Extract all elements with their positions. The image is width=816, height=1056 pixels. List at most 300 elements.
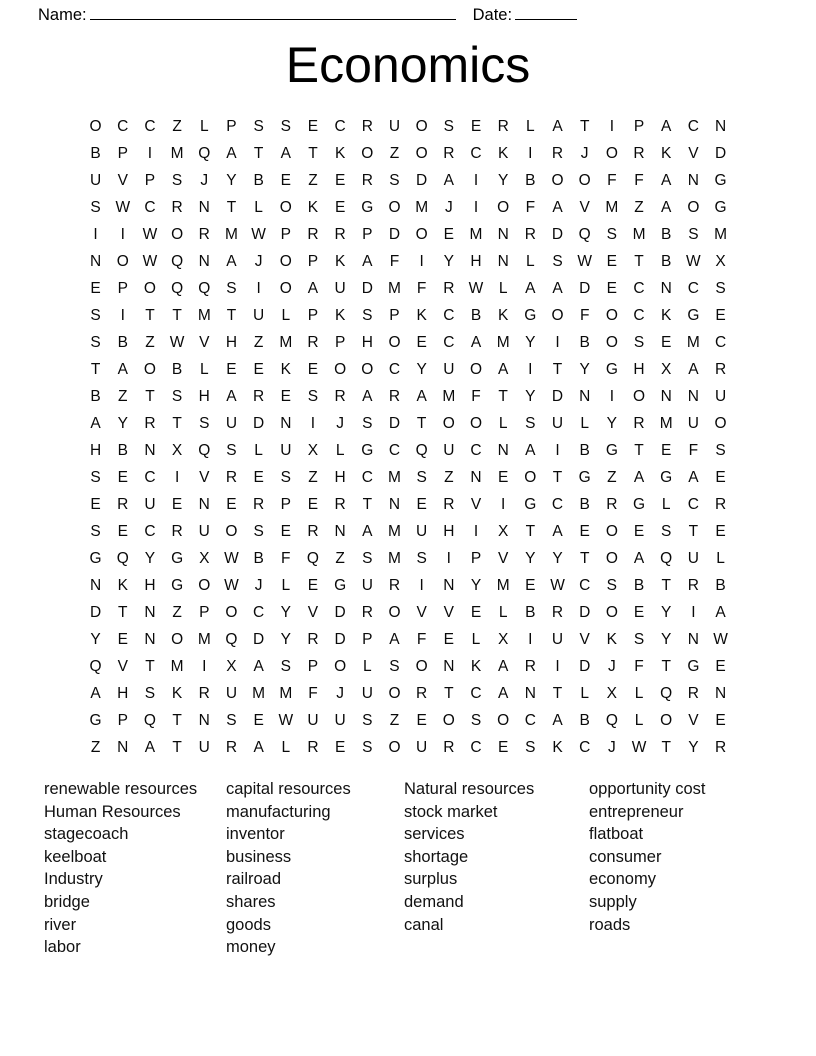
- grid-cell[interactable]: D: [579, 280, 591, 297]
- grid-cell[interactable]: A: [226, 145, 237, 162]
- grid-cell[interactable]: P: [307, 307, 319, 324]
- grid-cell[interactable]: Y: [90, 631, 101, 648]
- grid-cell[interactable]: P: [280, 496, 291, 513]
- grid-cell[interactable]: H: [334, 469, 346, 486]
- grid-cell[interactable]: L: [498, 604, 508, 621]
- grid-cell[interactable]: H: [117, 685, 129, 702]
- grid-cell[interactable]: A: [661, 199, 672, 216]
- grid-cell[interactable]: J: [336, 415, 344, 432]
- grid-cell[interactable]: T: [145, 388, 155, 405]
- grid-cell[interactable]: F: [389, 253, 400, 270]
- grid-cell[interactable]: E: [334, 199, 346, 216]
- grid-cell[interactable]: R: [443, 496, 455, 513]
- grid-cell[interactable]: U: [551, 631, 564, 648]
- grid-cell[interactable]: K: [497, 307, 509, 324]
- grid-cell[interactable]: E: [715, 712, 726, 729]
- grid-cell[interactable]: Y: [443, 253, 454, 270]
- grid-cell[interactable]: I: [120, 307, 125, 324]
- grid-cell[interactable]: A: [525, 442, 536, 459]
- grid-cell[interactable]: U: [361, 685, 373, 702]
- grid-cell[interactable]: K: [171, 685, 183, 702]
- grid-cell[interactable]: Q: [171, 253, 184, 270]
- grid-cell[interactable]: S: [688, 226, 699, 243]
- grid-cell[interactable]: E: [307, 118, 319, 135]
- grid-cell[interactable]: S: [606, 226, 618, 243]
- grid-cell[interactable]: M: [714, 226, 727, 243]
- grid-cell[interactable]: S: [90, 334, 101, 351]
- grid-cell[interactable]: O: [469, 361, 483, 378]
- grid-cell[interactable]: A: [280, 145, 291, 162]
- grid-cell[interactable]: K: [661, 145, 672, 162]
- grid-cell[interactable]: A: [90, 415, 101, 432]
- grid-cell[interactable]: S: [633, 631, 645, 648]
- grid-cell[interactable]: O: [605, 334, 618, 351]
- grid-cell[interactable]: S: [416, 550, 427, 567]
- grid-cell[interactable]: O: [388, 334, 401, 351]
- grid-cell[interactable]: Z: [389, 712, 400, 729]
- grid-cell[interactable]: G: [687, 307, 700, 324]
- grid-cell[interactable]: R: [334, 496, 346, 513]
- grid-cell[interactable]: C: [443, 307, 455, 324]
- grid-cell[interactable]: C: [687, 496, 699, 513]
- grid-cell[interactable]: O: [442, 712, 455, 729]
- grid-cell[interactable]: R: [687, 577, 699, 594]
- grid-cell[interactable]: Y: [525, 334, 536, 351]
- grid-cell[interactable]: S: [661, 523, 672, 540]
- grid-cell[interactable]: T: [416, 415, 427, 432]
- grid-cell[interactable]: T: [253, 145, 264, 162]
- grid-cell[interactable]: I: [147, 145, 153, 162]
- grid-cell[interactable]: U: [687, 550, 699, 567]
- grid-cell[interactable]: E: [443, 226, 454, 243]
- word-list-item[interactable]: canal: [404, 915, 444, 934]
- name-input-rule[interactable]: [90, 7, 456, 20]
- grid-cell[interactable]: A: [416, 388, 427, 405]
- grid-cell[interactable]: T: [118, 604, 128, 621]
- grid-cell[interactable]: E: [90, 280, 101, 297]
- grid-cell[interactable]: R: [307, 631, 319, 648]
- grid-cell[interactable]: I: [501, 496, 506, 513]
- grid-cell[interactable]: D: [361, 280, 373, 297]
- grid-cell[interactable]: S: [90, 199, 101, 216]
- grid-cell[interactable]: C: [144, 523, 156, 540]
- grid-cell[interactable]: B: [715, 577, 726, 594]
- grid-cell[interactable]: A: [443, 172, 454, 189]
- grid-cell[interactable]: D: [253, 631, 265, 648]
- grid-cell[interactable]: H: [198, 388, 210, 405]
- grid-cell[interactable]: P: [307, 658, 319, 675]
- grid-cell[interactable]: K: [661, 307, 672, 324]
- grid-cell[interactable]: S: [90, 307, 101, 324]
- grid-cell[interactable]: A: [362, 523, 373, 540]
- grid-cell[interactable]: S: [226, 280, 237, 297]
- grid-cell[interactable]: A: [715, 604, 726, 621]
- grid-cell[interactable]: U: [225, 415, 238, 432]
- grid-cell[interactable]: E: [90, 496, 101, 513]
- grid-cell[interactable]: X: [715, 253, 726, 270]
- grid-cell[interactable]: N: [714, 118, 727, 135]
- grid-cell[interactable]: I: [446, 550, 451, 567]
- date-input-rule[interactable]: [515, 7, 577, 20]
- grid-cell[interactable]: H: [470, 253, 482, 270]
- grid-cell[interactable]: G: [605, 361, 618, 378]
- grid-cell[interactable]: U: [198, 739, 210, 756]
- grid-cell[interactable]: N: [198, 712, 210, 729]
- grid-cell[interactable]: N: [198, 496, 210, 513]
- grid-cell[interactable]: E: [633, 523, 645, 540]
- grid-cell[interactable]: T: [226, 307, 237, 324]
- grid-cell[interactable]: P: [199, 604, 210, 621]
- word-list-item[interactable]: bridge: [44, 892, 90, 911]
- grid-cell[interactable]: R: [443, 280, 455, 297]
- grid-cell[interactable]: O: [605, 550, 618, 567]
- grid-cell[interactable]: Q: [578, 226, 591, 243]
- grid-cell[interactable]: U: [144, 496, 156, 513]
- grid-cell[interactable]: S: [226, 712, 237, 729]
- grid-cell[interactable]: J: [200, 172, 209, 189]
- grid-cell[interactable]: G: [334, 577, 347, 594]
- grid-cell[interactable]: L: [634, 685, 644, 702]
- grid-cell[interactable]: Y: [280, 604, 291, 621]
- grid-cell[interactable]: E: [661, 442, 672, 459]
- grid-cell[interactable]: K: [416, 307, 427, 324]
- grid-cell[interactable]: G: [361, 199, 374, 216]
- grid-cell[interactable]: U: [225, 685, 238, 702]
- grid-cell[interactable]: R: [361, 604, 373, 621]
- grid-cell[interactable]: I: [174, 469, 180, 486]
- grid-cell[interactable]: Y: [525, 550, 536, 567]
- grid-cell[interactable]: T: [444, 685, 454, 702]
- grid-cell[interactable]: N: [524, 685, 536, 702]
- grid-cell[interactable]: O: [714, 415, 727, 432]
- grid-cell[interactable]: C: [361, 469, 373, 486]
- grid-cell[interactable]: M: [605, 199, 619, 216]
- grid-cell[interactable]: P: [226, 118, 237, 135]
- grid-cell[interactable]: Z: [607, 469, 617, 486]
- grid-cell[interactable]: G: [605, 442, 618, 459]
- grid-cell[interactable]: R: [334, 388, 346, 405]
- grid-cell[interactable]: R: [307, 334, 319, 351]
- grid-cell[interactable]: P: [362, 631, 373, 648]
- grid-cell[interactable]: M: [442, 388, 456, 405]
- grid-cell[interactable]: D: [388, 415, 401, 432]
- grid-cell[interactable]: F: [579, 307, 590, 324]
- grid-cell[interactable]: D: [579, 604, 591, 621]
- word-list-item[interactable]: stock market: [404, 802, 498, 821]
- grid-cell[interactable]: R: [361, 118, 373, 135]
- grid-cell[interactable]: O: [605, 604, 618, 621]
- grid-cell[interactable]: Y: [416, 361, 427, 378]
- grid-cell[interactable]: O: [89, 118, 102, 135]
- grid-cell[interactable]: Z: [335, 550, 345, 567]
- grid-cell[interactable]: C: [687, 118, 699, 135]
- grid-cell[interactable]: R: [388, 577, 401, 594]
- grid-cell[interactable]: N: [198, 253, 210, 270]
- grid-cell[interactable]: Z: [444, 469, 454, 486]
- word-list-item[interactable]: capital resources: [226, 780, 351, 798]
- grid-cell[interactable]: W: [550, 577, 565, 594]
- grid-cell[interactable]: U: [334, 280, 346, 297]
- grid-cell[interactable]: O: [605, 307, 618, 324]
- grid-cell[interactable]: J: [607, 739, 616, 756]
- grid-cell[interactable]: N: [497, 226, 509, 243]
- grid-cell[interactable]: E: [280, 523, 291, 540]
- grid-cell[interactable]: K: [552, 739, 563, 756]
- grid-cell[interactable]: P: [280, 226, 291, 243]
- grid-cell[interactable]: O: [497, 199, 510, 216]
- grid-cell[interactable]: W: [686, 253, 701, 270]
- grid-cell[interactable]: D: [579, 658, 591, 675]
- grid-cell[interactable]: I: [555, 442, 560, 459]
- grid-cell[interactable]: E: [633, 604, 645, 621]
- grid-cell[interactable]: Q: [605, 712, 618, 729]
- grid-cell[interactable]: D: [714, 145, 727, 162]
- grid-cell[interactable]: U: [89, 172, 102, 189]
- grid-cell[interactable]: O: [497, 712, 510, 729]
- grid-cell[interactable]: Q: [198, 145, 211, 162]
- grid-cell[interactable]: I: [419, 253, 424, 270]
- grid-cell[interactable]: E: [715, 658, 726, 675]
- grid-cell[interactable]: O: [279, 253, 292, 270]
- grid-cell[interactable]: E: [497, 469, 509, 486]
- grid-cell[interactable]: V: [307, 604, 319, 621]
- grid-cell[interactable]: A: [307, 280, 319, 297]
- grid-cell[interactable]: O: [388, 739, 401, 756]
- grid-cell[interactable]: X: [171, 442, 183, 459]
- grid-cell[interactable]: S: [226, 442, 237, 459]
- grid-cell[interactable]: W: [224, 577, 239, 594]
- grid-cell[interactable]: E: [280, 388, 291, 405]
- grid-cell[interactable]: N: [144, 631, 156, 648]
- grid-cell[interactable]: Z: [308, 469, 318, 486]
- grid-cell[interactable]: R: [307, 523, 319, 540]
- grid-cell[interactable]: R: [416, 685, 428, 702]
- grid-cell[interactable]: S: [280, 118, 291, 135]
- grid-cell[interactable]: V: [416, 604, 427, 621]
- grid-cell[interactable]: O: [632, 388, 646, 405]
- grid-cell[interactable]: T: [552, 469, 563, 486]
- grid-cell[interactable]: C: [117, 118, 129, 135]
- grid-cell[interactable]: L: [281, 307, 291, 324]
- grid-cell[interactable]: N: [687, 631, 699, 648]
- grid-cell[interactable]: V: [470, 496, 482, 513]
- grid-cell[interactable]: D: [253, 415, 265, 432]
- grid-cell[interactable]: B: [171, 361, 183, 378]
- grid-cell[interactable]: I: [528, 361, 533, 378]
- grid-cell[interactable]: R: [334, 226, 346, 243]
- grid-cell[interactable]: M: [496, 334, 510, 351]
- grid-cell[interactable]: I: [473, 172, 479, 189]
- grid-cell[interactable]: S: [633, 334, 645, 351]
- word-list-item[interactable]: shortage: [404, 847, 469, 866]
- grid-cell[interactable]: D: [416, 172, 428, 189]
- grid-cell[interactable]: W: [577, 253, 592, 270]
- grid-cell[interactable]: K: [334, 307, 346, 324]
- grid-cell[interactable]: C: [470, 145, 482, 162]
- grid-cell[interactable]: E: [606, 253, 618, 270]
- grid-cell[interactable]: O: [334, 361, 347, 378]
- grid-cell[interactable]: M: [659, 415, 673, 432]
- grid-cell[interactable]: R: [443, 739, 455, 756]
- grid-cell[interactable]: U: [687, 415, 699, 432]
- grid-cell[interactable]: T: [145, 307, 155, 324]
- grid-cell[interactable]: H: [144, 577, 156, 594]
- grid-cell[interactable]: E: [470, 604, 482, 621]
- grid-cell[interactable]: B: [525, 604, 536, 621]
- grid-cell[interactable]: C: [443, 334, 455, 351]
- grid-cell[interactable]: O: [415, 658, 428, 675]
- grid-cell[interactable]: S: [90, 469, 101, 486]
- grid-cell[interactable]: E: [171, 496, 183, 513]
- grid-cell[interactable]: X: [606, 685, 618, 702]
- grid-cell[interactable]: O: [415, 145, 428, 162]
- word-list-item[interactable]: renewable resources: [44, 780, 198, 798]
- grid-cell[interactable]: E: [715, 523, 726, 540]
- grid-cell[interactable]: G: [89, 712, 102, 729]
- grid-cell[interactable]: A: [226, 253, 237, 270]
- grid-cell[interactable]: R: [117, 496, 129, 513]
- grid-cell[interactable]: X: [307, 442, 319, 459]
- grid-cell[interactable]: Q: [116, 550, 129, 567]
- grid-cell[interactable]: S: [389, 658, 400, 675]
- grid-cell[interactable]: M: [197, 307, 211, 324]
- grid-cell[interactable]: E: [525, 577, 536, 594]
- grid-cell[interactable]: H: [443, 523, 455, 540]
- grid-cell[interactable]: O: [225, 523, 238, 540]
- grid-cell[interactable]: F: [416, 280, 427, 297]
- grid-cell[interactable]: I: [473, 523, 479, 540]
- word-list-item[interactable]: stagecoach: [44, 825, 129, 844]
- grid-cell[interactable]: M: [388, 280, 401, 297]
- grid-cell[interactable]: I: [691, 604, 696, 621]
- grid-cell[interactable]: Q: [198, 442, 211, 459]
- grid-cell[interactable]: B: [90, 388, 101, 405]
- grid-cell[interactable]: H: [225, 334, 238, 351]
- grid-cell[interactable]: W: [631, 739, 647, 756]
- grid-cell[interactable]: Q: [143, 712, 156, 729]
- grid-cell[interactable]: F: [634, 658, 644, 675]
- grid-cell[interactable]: L: [362, 658, 372, 675]
- grid-cell[interactable]: S: [171, 388, 183, 405]
- grid-cell[interactable]: W: [713, 631, 728, 648]
- grid-cell[interactable]: C: [144, 469, 156, 486]
- grid-cell[interactable]: U: [361, 577, 373, 594]
- grid-cell[interactable]: T: [661, 739, 671, 756]
- grid-cell[interactable]: K: [334, 253, 346, 270]
- grid-cell[interactable]: O: [279, 280, 292, 297]
- grid-cell[interactable]: U: [443, 442, 455, 459]
- grid-cell[interactable]: E: [307, 496, 319, 513]
- grid-cell[interactable]: C: [714, 334, 727, 351]
- grid-cell[interactable]: E: [416, 334, 427, 351]
- grid-cell[interactable]: T: [579, 118, 590, 135]
- grid-cell[interactable]: A: [362, 253, 373, 270]
- grid-cell[interactable]: K: [497, 145, 509, 162]
- grid-cell[interactable]: K: [334, 145, 346, 162]
- word-list-item[interactable]: demand: [404, 892, 464, 911]
- grid-cell[interactable]: O: [388, 604, 401, 621]
- grid-cell[interactable]: S: [362, 739, 373, 756]
- grid-cell[interactable]: R: [443, 145, 455, 162]
- grid-cell[interactable]: V: [199, 334, 210, 351]
- grid-cell[interactable]: S: [525, 739, 536, 756]
- grid-cell[interactable]: R: [198, 226, 210, 243]
- grid-cell[interactable]: V: [579, 199, 590, 216]
- grid-cell[interactable]: S: [253, 118, 264, 135]
- grid-cell[interactable]: B: [117, 334, 128, 351]
- grid-cell[interactable]: D: [551, 226, 564, 243]
- grid-cell[interactable]: O: [551, 307, 564, 324]
- grid-cell[interactable]: V: [117, 658, 128, 675]
- grid-cell[interactable]: I: [473, 199, 479, 216]
- grid-cell[interactable]: Z: [389, 145, 400, 162]
- word-list-item[interactable]: Industry: [44, 870, 103, 889]
- grid-cell[interactable]: S: [253, 523, 264, 540]
- grid-cell[interactable]: P: [117, 145, 128, 162]
- grid-cell[interactable]: O: [279, 199, 292, 216]
- grid-cell[interactable]: R: [253, 496, 265, 513]
- grid-cell[interactable]: B: [470, 307, 482, 324]
- grid-cell[interactable]: T: [145, 658, 155, 675]
- grid-cell[interactable]: L: [281, 739, 291, 756]
- grid-cell[interactable]: O: [388, 685, 401, 702]
- grid-cell[interactable]: C: [388, 361, 401, 378]
- grid-cell[interactable]: U: [253, 307, 265, 324]
- grid-cell[interactable]: H: [89, 442, 102, 459]
- grid-cell[interactable]: N: [714, 685, 727, 702]
- grid-cell[interactable]: G: [524, 496, 537, 513]
- grid-cell[interactable]: O: [225, 604, 238, 621]
- grid-cell[interactable]: R: [714, 361, 727, 378]
- grid-cell[interactable]: S: [199, 415, 210, 432]
- grid-cell[interactable]: A: [470, 334, 482, 351]
- grid-cell[interactable]: M: [170, 658, 184, 675]
- grid-cell[interactable]: L: [471, 631, 481, 648]
- grid-cell[interactable]: T: [579, 550, 590, 567]
- grid-cell[interactable]: K: [280, 361, 291, 378]
- word-list-item[interactable]: surplus: [404, 870, 458, 889]
- grid-cell[interactable]: E: [226, 496, 237, 513]
- grid-cell[interactable]: G: [714, 172, 727, 189]
- grid-cell[interactable]: U: [334, 712, 346, 729]
- grid-cell[interactable]: T: [661, 658, 671, 675]
- grid-cell[interactable]: T: [552, 685, 563, 702]
- grid-cell[interactable]: U: [416, 739, 428, 756]
- grid-cell[interactable]: E: [253, 712, 264, 729]
- grid-cell[interactable]: N: [443, 658, 455, 675]
- grid-cell[interactable]: U: [551, 415, 564, 432]
- grid-cell[interactable]: E: [416, 496, 427, 513]
- grid-cell[interactable]: N: [660, 388, 672, 405]
- grid-cell[interactable]: O: [442, 415, 455, 432]
- grid-cell[interactable]: C: [144, 118, 156, 135]
- grid-cell[interactable]: S: [90, 523, 101, 540]
- grid-cell[interactable]: Q: [198, 280, 211, 297]
- grid-cell[interactable]: D: [551, 388, 564, 405]
- grid-cell[interactable]: V: [688, 145, 699, 162]
- grid-cell[interactable]: O: [171, 226, 184, 243]
- grid-cell[interactable]: I: [555, 658, 560, 675]
- grid-cell[interactable]: L: [281, 577, 291, 594]
- grid-cell[interactable]: A: [525, 280, 536, 297]
- grid-cell[interactable]: A: [497, 685, 509, 702]
- grid-cell[interactable]: S: [552, 253, 563, 270]
- grid-cell[interactable]: R: [524, 658, 536, 675]
- grid-cell[interactable]: G: [361, 442, 374, 459]
- word-list-item[interactable]: labor: [44, 938, 81, 957]
- grid-cell[interactable]: M: [279, 334, 293, 351]
- grid-cell[interactable]: E: [715, 469, 726, 486]
